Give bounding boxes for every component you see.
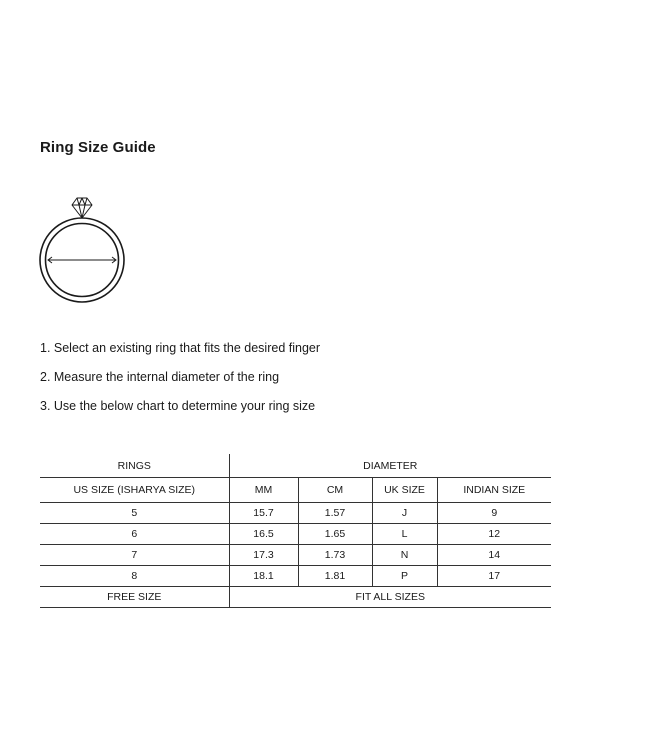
cell-us-size: 8 — [40, 566, 229, 587]
ring-size-table — [40, 454, 551, 608]
cell-indian-size: 9 — [437, 503, 551, 524]
column-header-mm: MM — [229, 478, 298, 503]
instruction-step: 2. Measure the internal diameter of the ring — [40, 370, 280, 384]
cell-us-size: 5 — [40, 503, 229, 524]
column-header-indian-size: INDIAN SIZE — [437, 478, 551, 503]
instruction-step: 3. Use the below chart to determine your ring size — [40, 399, 316, 413]
cell-uk-size: L — [372, 524, 437, 545]
cell-fit-all-sizes: FIT ALL SIZES — [229, 587, 551, 608]
cell-mm: 16.5 — [229, 524, 298, 545]
table-group-header-row — [40, 454, 551, 478]
instructions-list — [40, 340, 320, 427]
cell-mm: 15.7 — [229, 503, 298, 524]
column-header-cm: CM — [298, 478, 372, 503]
cell-us-size: 6 — [40, 524, 229, 545]
cell-us-size: 7 — [40, 545, 229, 566]
column-header-uk-size: UK SIZE — [372, 478, 437, 503]
cell-mm: 18.1 — [229, 566, 298, 587]
cell-free-size: FREE SIZE — [40, 587, 229, 608]
instruction-step: 1. Select an existing ring that fits the desired finger — [40, 341, 321, 355]
page-title: Ring Size Guide — [40, 139, 156, 156]
cell-indian-size: 14 — [437, 545, 551, 566]
table-footer-row — [40, 587, 551, 608]
column-header-us-size: US SIZE (ISHARYA SIZE) — [40, 478, 229, 503]
ring-diagram-icon — [36, 196, 140, 304]
table-column-header-row — [40, 478, 551, 503]
rings-group-header: RINGS — [40, 454, 229, 478]
table-row — [40, 503, 551, 524]
table-row — [40, 566, 551, 587]
cell-cm: 1.73 — [298, 545, 372, 566]
cell-cm: 1.65 — [298, 524, 372, 545]
cell-indian-size: 12 — [437, 524, 551, 545]
cell-uk-size: N — [372, 545, 437, 566]
cell-mm: 17.3 — [229, 545, 298, 566]
diameter-group-header: DIAMETER — [229, 454, 551, 478]
cell-uk-size: J — [372, 503, 437, 524]
cell-cm: 1.57 — [298, 503, 372, 524]
table-row — [40, 545, 551, 566]
cell-uk-size: P — [372, 566, 437, 587]
cell-cm: 1.81 — [298, 566, 372, 587]
table-row — [40, 524, 551, 545]
cell-indian-size: 17 — [437, 566, 551, 587]
